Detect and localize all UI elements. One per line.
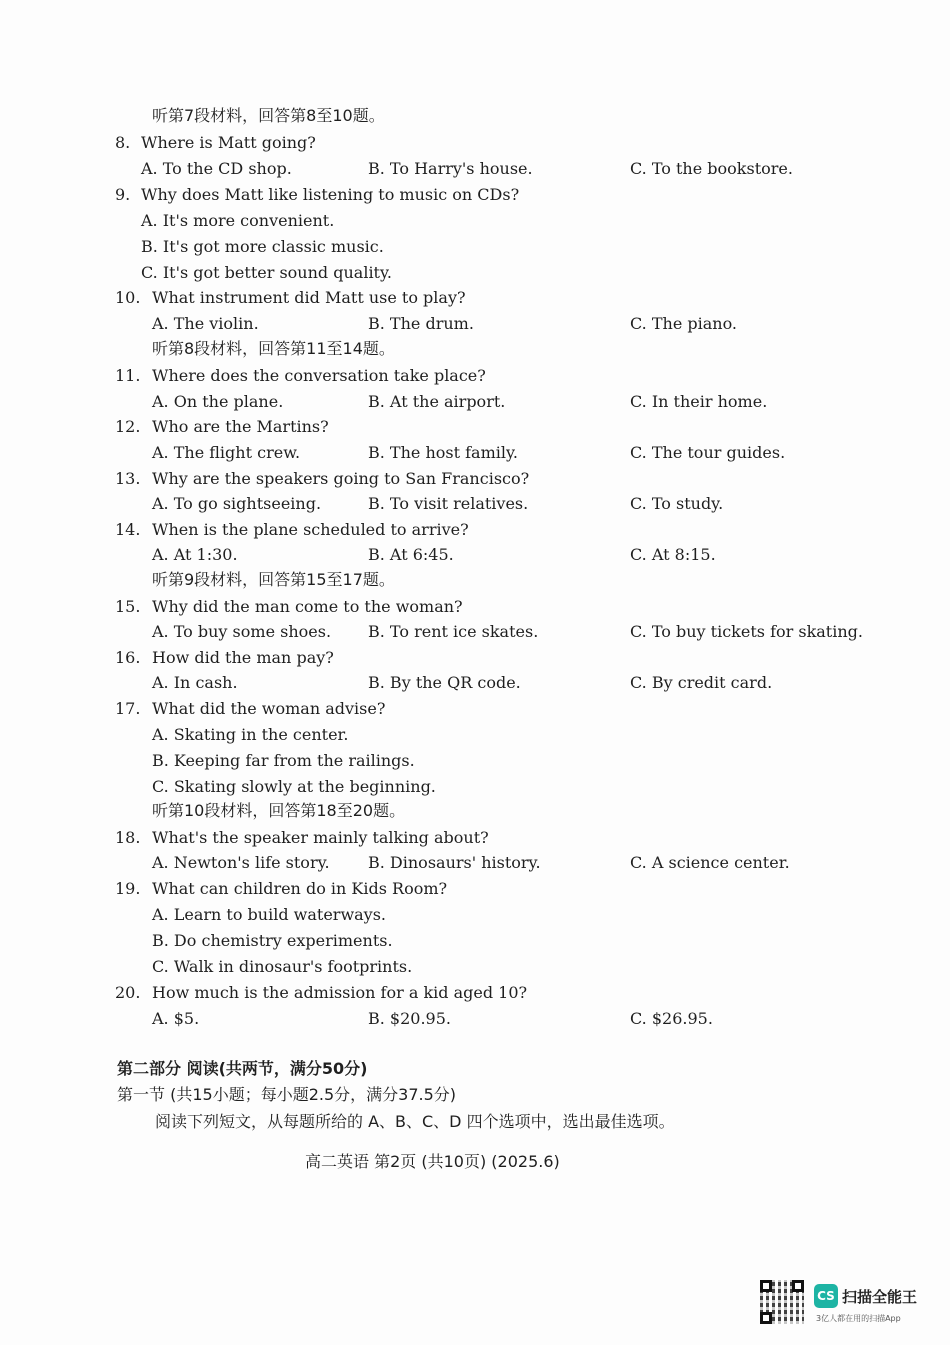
camscanner-logo-icon: CS <box>814 1284 838 1308</box>
option-b: B. At the airport. <box>368 392 506 411</box>
option-a: A. The flight crew. <box>152 443 301 462</box>
scanner-watermark <box>760 1280 940 1330</box>
option-a: A. $5. <box>152 1009 200 1028</box>
question-text: Why are the speakers going to San Francisco? <box>152 469 530 488</box>
option-b: B. To Harry's house. <box>368 159 533 178</box>
section-heading-8: 听第8段材料，回答第11至14题。 <box>152 339 395 358</box>
option-b: B. By the QR code. <box>368 673 521 692</box>
option-b: B. The drum. <box>368 314 474 333</box>
option-a: A. In cash. <box>152 673 238 692</box>
question-text: What can children do in Kids Room? <box>152 879 448 898</box>
question-number: 17. <box>115 699 141 718</box>
question-number: 12. <box>115 417 141 436</box>
option-b: B. Dinosaurs' history. <box>368 853 541 872</box>
option-c: C. A science center. <box>630 853 790 872</box>
option-a: A. To go sightseeing. <box>152 494 322 513</box>
option-a: A. At 1:30. <box>152 545 238 564</box>
brand-name: 扫描全能王 <box>842 1288 918 1306</box>
option-b: B. At 6:45. <box>368 545 454 564</box>
question-number: 16. <box>115 648 141 667</box>
option-b: B. Keeping far from the railings. <box>152 751 415 770</box>
question-text: When is the plane scheduled to arrive? <box>152 520 469 539</box>
option-b: B. It's got more classic music. <box>141 237 384 256</box>
option-a: A. It's more convenient. <box>141 211 335 230</box>
question-text: What's the speaker mainly talking about? <box>152 828 489 847</box>
question-number: 8. <box>115 133 131 152</box>
question-text: How much is the admission for a kid aged 10? <box>152 983 528 1002</box>
question-text: Where is Matt going? <box>141 133 316 152</box>
section-heading-10: 听第10段材料，回答第18至20题。 <box>152 801 406 820</box>
option-c: C. By credit card. <box>630 673 773 692</box>
question-text: Why did the man come to the woman? <box>152 597 463 616</box>
question-number: 10. <box>115 288 141 307</box>
question-number: 9. <box>115 185 131 204</box>
reading-instruction: 阅读下列短文，从每题所给的 A、B、C、D 四个选项中，选出最佳选项。 <box>155 1112 675 1131</box>
question-number: 15. <box>115 597 141 616</box>
brand-tagline: 3亿人都在用的扫描App <box>816 1314 901 1323</box>
question-number: 13. <box>115 469 141 488</box>
option-b: B. Do chemistry experiments. <box>152 931 393 950</box>
section-heading-7: 听第7段材料，回答第8至10题。 <box>152 106 385 125</box>
page-footer: 高二英语 第2页 (共10页) (2025.6) <box>305 1152 560 1171</box>
question-text: Why does Matt like listening to music on CDs? <box>141 185 520 204</box>
option-a: A. Learn to build waterways. <box>152 905 387 924</box>
option-b: B. To rent ice skates. <box>368 622 539 641</box>
option-a: A. Newton's life story. <box>152 853 330 872</box>
question-number: 20. <box>115 983 141 1002</box>
option-c: C. Walk in dinosaur's footprints. <box>152 957 413 976</box>
option-c: C. It's got better sound quality. <box>141 263 392 282</box>
option-b: B. To visit relatives. <box>368 494 529 513</box>
option-b: B. The host family. <box>368 443 518 462</box>
option-c: C. The piano. <box>630 314 738 333</box>
question-number: 19. <box>115 879 141 898</box>
option-b: B. $20.95. <box>368 1009 451 1028</box>
option-c: C. To the bookstore. <box>630 159 793 178</box>
option-a: A. The violin. <box>152 314 259 333</box>
option-c: C. Skating slowly at the beginning. <box>152 777 436 796</box>
question-text: How did the man pay? <box>152 648 334 667</box>
option-c: C. $26.95. <box>630 1009 713 1028</box>
option-c: C. To buy tickets for skating. <box>630 622 863 641</box>
question-number: 11. <box>115 366 141 385</box>
section-heading-9: 听第9段材料，回答第15至17题。 <box>152 570 395 589</box>
question-number: 14. <box>115 520 141 539</box>
section-one-title: 第一节 (共15小题；每小题2.5分，满分37.5分) <box>117 1085 457 1104</box>
option-c: C. In their home. <box>630 392 768 411</box>
question-number: 18. <box>115 828 141 847</box>
option-a: A. To buy some shoes. <box>152 622 332 641</box>
option-c: C. At 8:15. <box>630 545 716 564</box>
part-two-title: 第二部分 阅读(共两节，满分50分) <box>117 1059 368 1078</box>
option-a: A. To the CD shop. <box>141 159 292 178</box>
question-text: Who are the Martins? <box>152 417 329 436</box>
option-a: A. Skating in the center. <box>152 725 349 744</box>
option-c: C. The tour guides. <box>630 443 786 462</box>
question-text: What instrument did Matt use to play? <box>152 288 466 307</box>
option-a: A. On the plane. <box>152 392 284 411</box>
option-c: C. To study. <box>630 494 724 513</box>
question-text: Where does the conversation take place? <box>152 366 486 385</box>
question-text: What did the woman advise? <box>152 699 386 718</box>
